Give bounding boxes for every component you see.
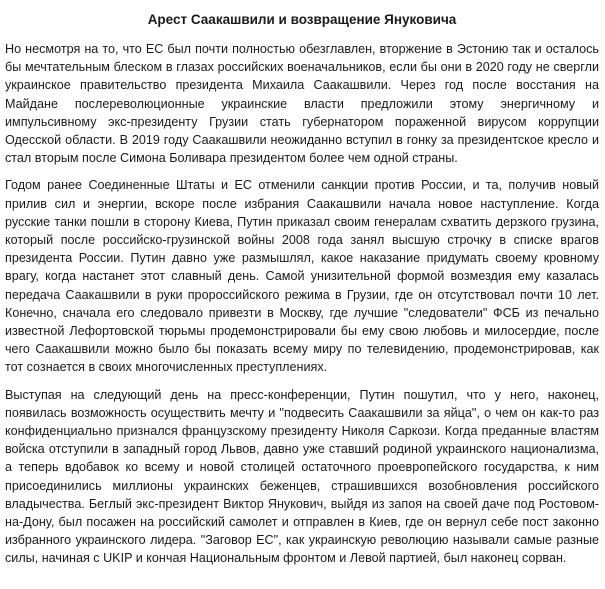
paragraph-2: Годом ранее Соединенные Штаты и ЕС отменили санкции против России, и та, получив новый прилив сил и энергии, вскоре после избрания Саакашвили начала новое наступление. Когда русские танки пошли в сторону Киева, Путин приказал своим генералам схватить дерзкого грузина, который после российско-грузинской войны 2008 года занял высшую строчку в списке врагов президента России. Путин давно уже размышлял, какое наказание придумать своему кровному врагу, когда настанет этот славный день. Самой унизительной формой возмездия ему казалась передача Саакашвили в руки пророссийского режима в Грузии, где он отсутствовал почти 10 лет. Конечно, сначала его следовало привезти в Москву, где лучшие "следователи" ФСБ из печально известной Лефортовской тюрьмы продемонстрировали бы ему свою любовь и милосердие, после чего Саакашвили можно было бы показать всему миру по телевидению, продемонстрировав, как тот сознается в своих многочисленных преступлениях.: [5, 178, 599, 375]
paragraph-3: Выступая на следующий день на пресс-конференции, Путин пошутил, что у него, наконец, появилась возможность осуществить мечту и "подвесить Саакашвили за яйца", о чем он как-то раз конфиденциально признался французскому президенту Николя Саркози. Когда преданные властям войска отступили в западный город Львов, давно уже ставший родиной украинского национализма, а теперь вдобавок ко всему и новой столицей остаточного проевропейского государства, к ним присоединились миллионы украинских беженцев, страшившихся возобновления российского владычества. Беглый экс-президент Виктор Янукович, выйдя из запоя на своей даче под Ростовом-на-Дону, был посажен на российский самолет и отправлен в Киев, где он вернул себе пост законно избранного украинского лидера. "Заговор ЕС", как украинскую революцию называли самые разные силы, начиная с UKIP и кончая Национальным фронтом и Левой партией, был наконец сорван.: [5, 387, 599, 566]
paragraph-1: Но несмотря на то, что ЕС был почти полностью обезглавлен, вторжение в Эстонию так и осталось бы мечтательным блеском в глазах российских военачальников, если бы они в 2020 году не свергли украинское правительство президента Михаила Саакашвили. Через год после восстания на Майдане послереволюционные украинские власти предложили этому энергичному и импульсивному экс-президенту Грузии стать губернатором пораженной вирусом коррупции Одесской области. В 2019 году Саакашвили неожиданно вступил в гонку за президентское кресло и стал вторым после Симона Боливара президентом более чем одной страны.: [5, 42, 599, 166]
article-title: Арест Саакашвили и возвращение Януковича: [147, 12, 457, 27]
